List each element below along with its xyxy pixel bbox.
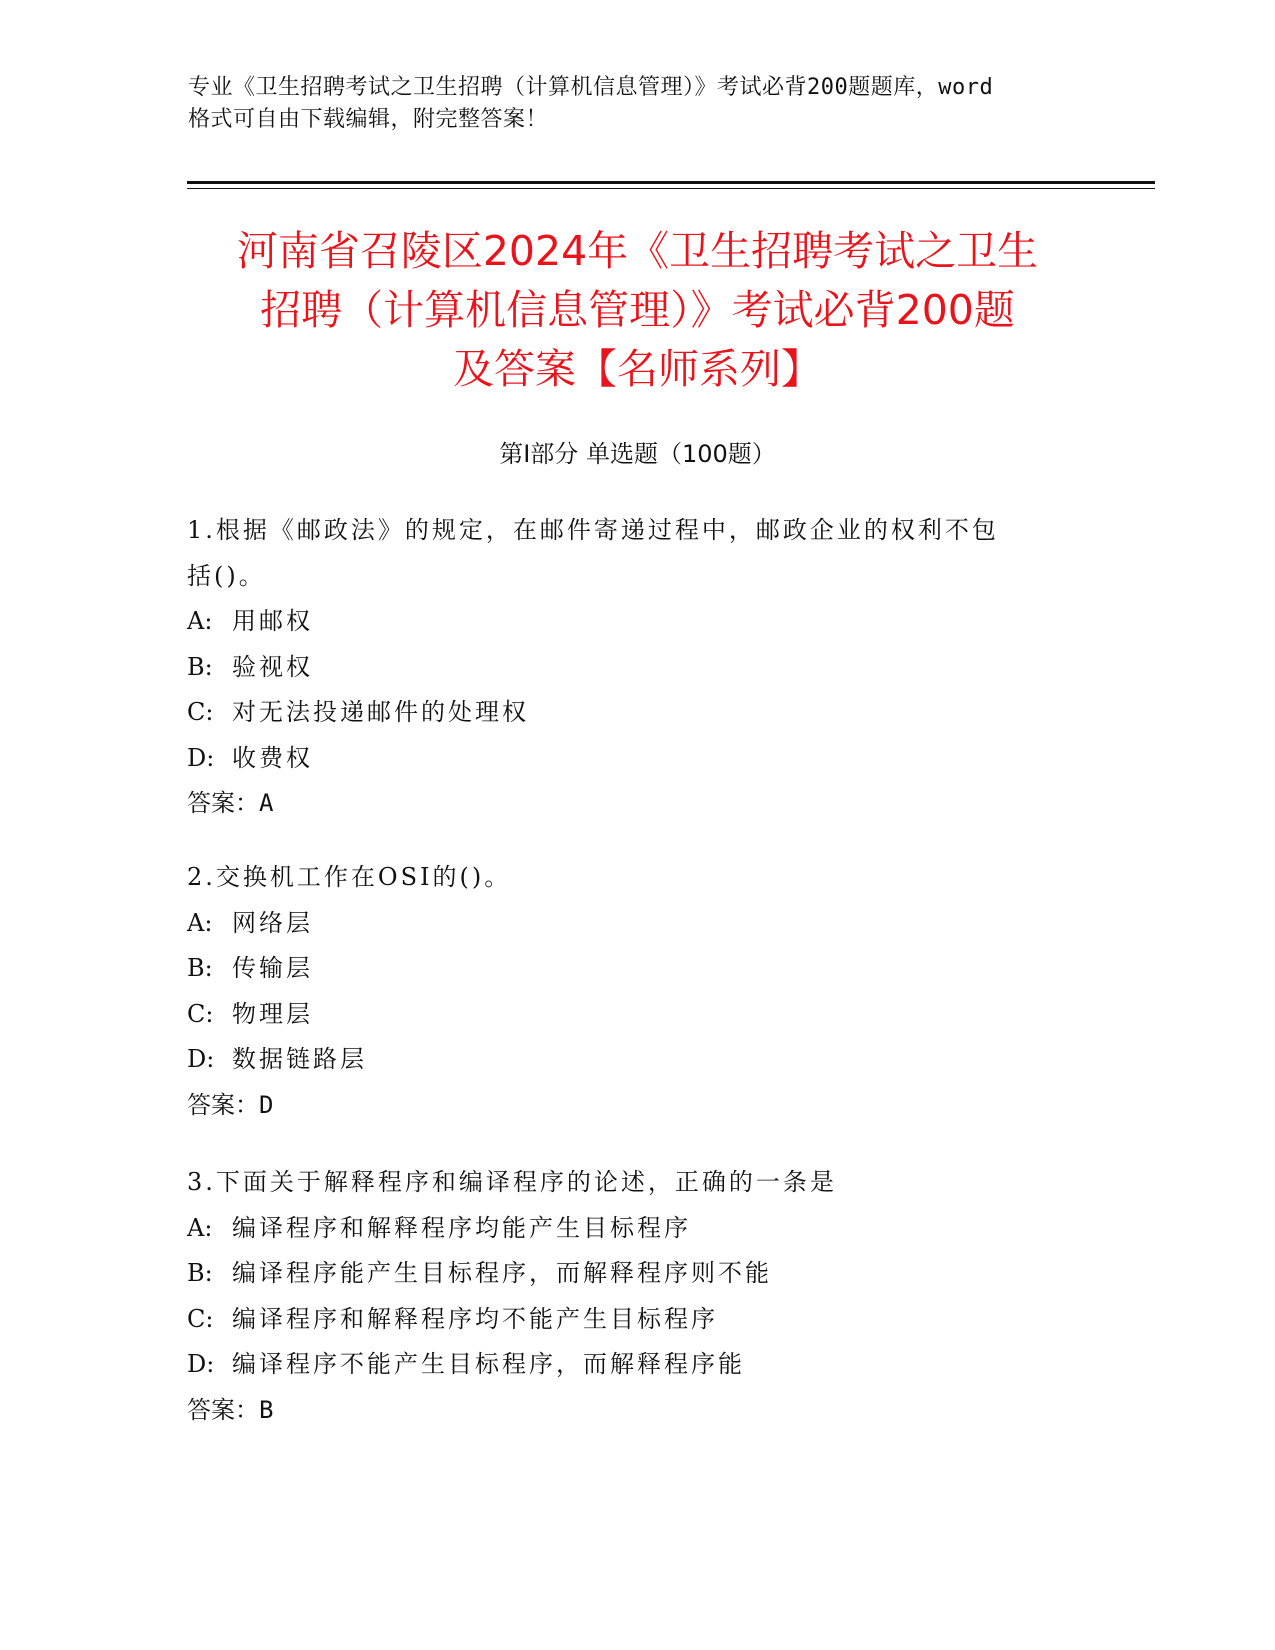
option-a <box>187 599 1087 645</box>
option-c <box>187 1297 1087 1343</box>
question-block <box>187 1160 1087 1433</box>
header-divider-thin <box>187 188 1155 189</box>
option-text: 对无法投递邮件的处理权 <box>232 698 529 726</box>
title-line: 及答案【名师系列】 <box>453 345 822 393</box>
option-letter: C: <box>187 999 214 1028</box>
answer-label: 答案： <box>187 1395 259 1424</box>
option-letter: C: <box>187 698 214 726</box>
header-divider-thick <box>187 181 1155 184</box>
answer-value: A <box>259 789 274 817</box>
option-text: 网络层 <box>232 908 313 937</box>
document-title <box>160 222 1115 399</box>
option-a <box>187 901 1087 947</box>
option-c <box>187 992 1087 1038</box>
answer-label: 答案： <box>187 1090 259 1119</box>
option-text: 数据链路层 <box>232 1045 367 1073</box>
option-text: 编译程序不能产生目标程序，而解释程序能 <box>232 1350 745 1378</box>
option-text: 编译程序和解释程序均能产生目标程序 <box>232 1213 691 1242</box>
option-d <box>187 1037 1087 1083</box>
answer-value: D <box>259 1090 274 1119</box>
option-letter: B: <box>187 1259 213 1287</box>
option-letter: D: <box>187 1350 215 1378</box>
option-letter: B: <box>187 954 213 982</box>
option-text: 收费权 <box>232 743 313 772</box>
option-c <box>187 690 1087 736</box>
title-line: 河南省召陵区2024年《卫生招聘考试之卫生 <box>236 227 1039 275</box>
option-text: 传输层 <box>232 954 313 982</box>
option-letter: A: <box>187 607 213 635</box>
option-letter: A: <box>187 908 213 937</box>
answer-value: B <box>259 1395 274 1424</box>
question-block <box>187 855 1087 1128</box>
header-note-line: 格式可自由下载编辑，附完整答案！ <box>188 107 549 132</box>
option-letter: D: <box>187 1045 215 1073</box>
option-b <box>187 1251 1087 1297</box>
question-block <box>187 508 1087 827</box>
answer-line <box>187 1388 1087 1434</box>
option-d <box>187 736 1087 782</box>
option-letter: A: <box>187 1213 213 1242</box>
option-d <box>187 1342 1087 1388</box>
option-b <box>187 645 1087 691</box>
question-stem: 括()。 <box>187 561 266 590</box>
question-stem: 2.交换机工作在OSI的()。 <box>187 863 512 891</box>
section-title: 第Ⅰ部分 单选题（100题） <box>499 440 776 468</box>
option-letter: B: <box>187 652 213 681</box>
option-a <box>187 1206 1087 1252</box>
option-text: 编译程序和解释程序均不能产生目标程序 <box>232 1304 718 1333</box>
answer-label: 答案： <box>187 789 259 817</box>
option-text: 用邮权 <box>232 607 313 635</box>
option-text: 验视权 <box>232 652 313 681</box>
question-stem: 3.下面关于解释程序和编译程序的论述，正确的一条是 <box>187 1168 837 1196</box>
answer-line <box>187 1083 1087 1129</box>
option-b <box>187 946 1087 992</box>
answer-line <box>187 781 1087 827</box>
title-line: 招聘（计算机信息管理）》考试必背200题 <box>260 286 1015 334</box>
option-letter: C: <box>187 1304 214 1333</box>
header-note <box>188 72 1088 136</box>
header-note-line: 专业《卫生招聘考试之卫生招聘（计算机信息管理）》考试必背200题题库，word <box>188 75 994 100</box>
option-text: 物理层 <box>232 999 313 1028</box>
option-text: 编译程序能产生目标程序，而解释程序则不能 <box>232 1259 772 1287</box>
question-stem: 1.根据《邮政法》的规定，在邮件寄递过程中，邮政企业的权利不包 <box>187 516 999 544</box>
option-letter: D: <box>187 743 215 772</box>
